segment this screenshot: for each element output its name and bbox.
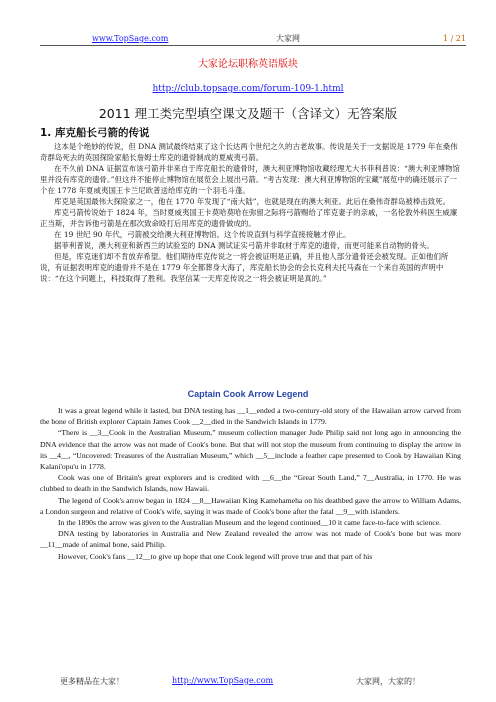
chinese-paragraph: 在不久前 DNA 证据宣布该弓箭并非来自于库克船长的遗骨时，澳大利亚博物馆收藏经理尤大书菲利普说：“澳大利亚博物馆里并没有库克的遗骨。”但这并不能停止博物馆在展览会上展出弓箭。“考古发现：澳大利亚博物馆的宝藏”展览中的确还展示了一个在 1778 年夏威夷国王卡兰尼欧普送给库克的一个羽毛斗蓬。 — [40, 164, 460, 195]
english-paragraph: In the 1890s the arrow was given to the Australian Museum and the legend continued__10 it came face-to-face with science. — [58, 518, 441, 528]
english-paragraph: It was a great legend while it lasted, but DNA testing has __1__ended a two-century-old story of the Hawaiian arrow carved from the bone of British explorer Captain James Cook __2__died in the Sandwich Islands in 1779. — [40, 406, 461, 427]
english-paragraph: However, Cook's fans __12__to give up hope that one Cook legend will prove true and that part of his — [58, 551, 373, 561]
header-site-link[interactable]: www.TopSage.com — [92, 34, 169, 43]
chinese-paragraph: 据菲利普说，澳大利亚和新西兰的试验室的 DNA 测试证实弓箭并非取材于库克的遗骨，而更可能来自动物的骨头。 — [54, 241, 434, 250]
header-site-name: 大家网 — [276, 34, 300, 43]
chinese-paragraph: 这本是个绝妙的传说，但 DNA 测试最终结束了这个长达两个世纪之久的古老故事。传说是关于一支据说是 1779 年在桑伟奇群岛死去的英国探险家船长詹姆士库克的遗骨制成的夏威夷弓箭。 — [40, 142, 458, 162]
document-title: 2011 理工类完型填空课文及题干（含译文）无答案版 — [98, 106, 398, 121]
page-header — [40, 33, 466, 46]
english-paragraph: Cook was one of Britain's great explorers and is credited with __6__the “Great South Land,” 7__Australia, in 1770. He was clubbed to death in the Sandwich Islands, now Hawaii. — [40, 473, 461, 494]
chinese-paragraph: 库克弓箭传说始于 1824 年，当时夏威夷国王卡莫哈莫哈在弥留之际将弓箭赐给了库克妻子的亲戚，一名伦敦外科医生威廉正当斯，并告诉他弓箭是在那次致命殴打后用库克的遗骨做成的。 — [40, 208, 458, 228]
english-paragraph: DNA testing by laboratories in Australia and New Zealand revealed the arrow was not made of Cook's bone but was more __11__made of animal bone, said Philip. — [40, 529, 461, 550]
forum-link[interactable]: http://club.topsage.com/forum-109-1.html — [152, 84, 344, 94]
footer-left-text: 更多精品在大家！ — [60, 677, 124, 686]
forum-title: 大家论坛职称英语版块 — [198, 59, 298, 70]
chinese-paragraph: 但是，库克迷们却不肯放弃希望。他们期待库克传说之一将会被证明是正确，并且他人部分遗骨还会被发现。正如他们所说，有证据表明库克的遗骨并不是在 1779 年全都葬身大海了，库克船长协会的会长克利夫托马森在一个来自英国的声明中说：“在这个问题上，科技取得了胜利。我坚信某一天库克传说之一将会被证明是真的。” — [40, 252, 449, 283]
english-paragraph: The legend of Cook's arrow began in 1824 __8__Hawaiian King Kamehameha on his deathbed gave the arrow to William Adams, a London surgeon and relative of Cook's wife, saying it was made of Cook's bone after the fatal __9__with islanders. — [40, 495, 461, 516]
chinese-paragraph: 在 19 世纪 90 年代，弓箭被交给澳大利亚博物馆。这个传说直到与科学直接接触才停止。 — [54, 230, 351, 239]
page-indicator: 1 / 21 — [442, 34, 466, 43]
chinese-paragraph: 库克是英国最伟大探险家之一，他在 1770 年发现了“南大陆”，也就是现在的澳大利亚。此后在桑伟奇群岛被棒击致死。 — [54, 197, 451, 206]
english-paragraph: “There is __3__Cook in the Australian Museum,” museum collection manager Jude Philip said not long ago in announcing the DNA evidence that the arrow was not made of Cook's bone. But that will not stop the museum from continuing to display the arrow in its __4__, “Uncovered: Treasures of the Australian Museum,” which __5__include a feather cape presented to Cook by Hawaiian King Kalani'opu'u in 1778. — [40, 428, 461, 472]
footer-url-link[interactable]: http://www.TopSage.com — [172, 676, 274, 685]
passage-title: Captain Cook Arrow Legend — [187, 389, 309, 399]
chinese-translation — [40, 141, 460, 284]
section-heading: 1. 库克船长弓箭的传说 — [40, 127, 150, 139]
footer-right-text: 大家网，大家的！ — [356, 677, 420, 686]
english-passage — [40, 405, 461, 562]
